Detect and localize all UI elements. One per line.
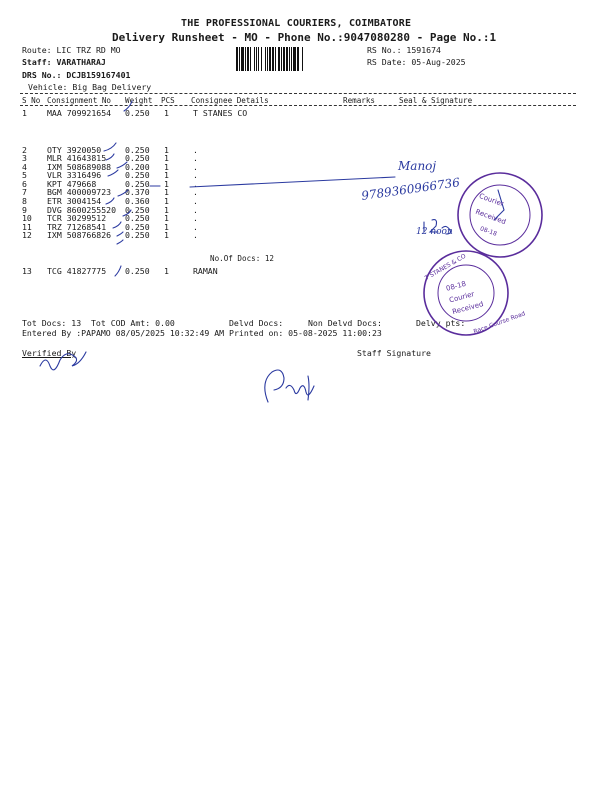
svg-text:08-18: 08-18 bbox=[445, 279, 467, 293]
row-sno: 9 bbox=[22, 205, 27, 215]
col-consignee: Consignee Details bbox=[191, 96, 269, 105]
row-pcs: 1 bbox=[164, 145, 169, 155]
col-sno: S No bbox=[22, 96, 41, 105]
row-sno: 4 bbox=[22, 162, 27, 172]
row-pcs: 1 bbox=[164, 170, 169, 180]
row-weight: 0.250 bbox=[125, 145, 150, 155]
row-weight: 0.250 bbox=[125, 230, 150, 240]
verify-signature bbox=[40, 352, 86, 370]
row-consignment: ETR 3004154 bbox=[47, 196, 102, 206]
row-pcs: 1 bbox=[164, 153, 169, 163]
staff-signature-scribble bbox=[265, 370, 314, 402]
row-weight: 0.200 bbox=[125, 162, 150, 172]
delvd-docs: Delvd Docs: bbox=[229, 318, 284, 328]
row-consignee: . bbox=[193, 230, 198, 240]
svg-text:Courier: Courier bbox=[477, 192, 505, 209]
rs-number: RS No.: 1591674 bbox=[367, 45, 441, 55]
tot-docs: Tot Docs: 13 bbox=[22, 318, 82, 328]
svg-text:T STANES & CO: T STANES & CO bbox=[423, 252, 468, 282]
courier-stamp bbox=[423, 251, 527, 335]
rs-date: RS Date: 05-Aug-2025 bbox=[367, 57, 466, 67]
row-consignee: . bbox=[193, 187, 198, 197]
row-weight: 0.360 bbox=[125, 196, 150, 206]
row-pcs: 1 bbox=[164, 108, 169, 118]
row-pcs: 1 bbox=[164, 187, 169, 197]
row-consignment: OTY 3920050 bbox=[47, 145, 102, 155]
tot-cod: Tot COD Amt: 0.00 bbox=[91, 318, 175, 328]
row-weight: 0.370 bbox=[125, 187, 150, 197]
non-delvd-docs: Non Delvd Docs: bbox=[308, 318, 382, 328]
row-pcs: 1 bbox=[164, 266, 169, 276]
row-consignment: BGM 400009723 bbox=[47, 187, 112, 197]
tick-mark bbox=[115, 266, 121, 276]
svg-text:Received: Received bbox=[474, 207, 508, 227]
row-consignee: . bbox=[193, 170, 198, 180]
runsheet-title: Delivery Runsheet - MO - Phone No.:9047080280 - Page No.:1 bbox=[112, 31, 497, 44]
tick-mark bbox=[117, 240, 123, 244]
row-weight: 0.250 bbox=[125, 179, 150, 189]
row-pcs: 1 bbox=[164, 162, 169, 172]
row-sno: 7 bbox=[22, 187, 27, 197]
row-consignment: MLR 41643815 bbox=[47, 153, 107, 163]
drs-number: DRS No.: DCJB159167401 bbox=[22, 70, 131, 80]
row-weight: 0.250 bbox=[125, 266, 150, 276]
row-sno: 6 bbox=[22, 179, 27, 189]
row-consignment: TCR 30299512 bbox=[47, 213, 107, 223]
delvy-pts: Delvy pts: bbox=[416, 318, 466, 328]
row-consignment: IXM 508689088 bbox=[47, 162, 112, 172]
tick-mark bbox=[113, 222, 121, 228]
row-pcs: 1 bbox=[164, 205, 169, 215]
row-sno: 1 bbox=[22, 108, 27, 118]
tick-mark bbox=[118, 190, 128, 196]
row-consignee: RAMAN bbox=[193, 266, 218, 276]
entered-by: Entered By :PAPAMO 08/05/2025 10:32:49 AM Printed on: 05-08-2025 11:00:23 bbox=[22, 328, 382, 338]
row-pcs: 1 bbox=[164, 230, 169, 240]
col-weight: Weight bbox=[125, 96, 153, 105]
verified-by: Verified By bbox=[22, 348, 77, 358]
col-seal: Seal & Signature bbox=[399, 96, 473, 105]
row-weight: 0.250 bbox=[125, 222, 150, 232]
tick-mark bbox=[108, 170, 118, 176]
handwritten-phone: 9789360966736 bbox=[360, 175, 461, 203]
row-weight: 0.250 bbox=[125, 205, 150, 215]
staff-label: Staff: VARATHARAJ bbox=[22, 57, 106, 67]
row-sno: 3 bbox=[22, 153, 27, 163]
col-consignment: Consignment No bbox=[47, 96, 112, 105]
company-name: THE PROFESSIONAL COURIERS, COIMBATORE bbox=[181, 18, 412, 29]
tick-mark bbox=[123, 210, 131, 216]
no-of-docs: No.Of Docs: 12 bbox=[210, 254, 275, 263]
col-remarks: Remarks bbox=[343, 96, 376, 105]
row-consignee: . bbox=[193, 145, 198, 155]
svg-text:Race Course Road: Race Course Road bbox=[472, 310, 527, 336]
row-sno: 13 bbox=[22, 266, 32, 276]
row-sno: 11 bbox=[22, 222, 32, 232]
row-weight: 0.250 bbox=[125, 108, 150, 118]
row-consignee: . bbox=[193, 213, 198, 223]
row-consignee: . bbox=[193, 179, 198, 189]
row-consignment: VLR 3316496 bbox=[47, 170, 102, 180]
svg-text:Received: Received bbox=[451, 300, 485, 317]
row-sno: 10 bbox=[22, 213, 32, 223]
tick-mark bbox=[104, 143, 116, 151]
arrow-line bbox=[190, 177, 395, 187]
row-sno: 8 bbox=[22, 196, 27, 206]
handwritten-time: 12 noon bbox=[416, 227, 453, 237]
row-consignee: . bbox=[193, 205, 198, 215]
row-weight: 0.250 bbox=[125, 170, 150, 180]
row-consignment: MAA 709921654 bbox=[47, 108, 112, 118]
tick-mark bbox=[117, 162, 127, 168]
staff-signature-label: Staff Signature bbox=[357, 348, 431, 358]
row-consignment: IXM 508766826 bbox=[47, 230, 112, 240]
row-sno: 2 bbox=[22, 145, 27, 155]
row-pcs: 1 bbox=[164, 213, 169, 223]
row-consignee: . bbox=[193, 196, 198, 206]
row-pcs: 1 bbox=[164, 196, 169, 206]
row-consignee: T STANES CO bbox=[193, 108, 248, 118]
row-weight: 0.250 bbox=[125, 153, 150, 163]
vehicle-label: Vehicle: Big Bag Delivery bbox=[28, 82, 152, 92]
row-pcs: 1 bbox=[164, 179, 169, 189]
handwritten-name: Manoj bbox=[398, 159, 437, 173]
row-sno: 12 bbox=[22, 230, 32, 240]
row-pcs: 1 bbox=[164, 222, 169, 232]
row-consignment: DVG 8600255520 bbox=[47, 205, 117, 215]
tick-mark bbox=[106, 154, 114, 160]
received-stamp bbox=[458, 173, 542, 257]
row-consignee: . bbox=[193, 222, 198, 232]
row-consignment: KPT 479668 bbox=[47, 179, 97, 189]
svg-text:Courier: Courier bbox=[448, 290, 476, 305]
row-consignment: TRZ 71268541 bbox=[47, 222, 107, 232]
tick-mark bbox=[117, 232, 123, 236]
tick-mark bbox=[124, 101, 132, 111]
row-consignment: TCG 41827775 bbox=[47, 266, 107, 276]
svg-text:08-18: 08-18 bbox=[478, 225, 498, 238]
row-sno: 5 bbox=[22, 170, 27, 180]
row-consignee: . bbox=[193, 153, 198, 163]
tick-mark bbox=[106, 198, 114, 204]
row-weight: 0.250 bbox=[125, 213, 150, 223]
col-pcs: PCS bbox=[161, 96, 175, 105]
route-label: Route: LIC TRZ RD MO bbox=[22, 45, 121, 55]
row-consignee: . bbox=[193, 162, 198, 172]
